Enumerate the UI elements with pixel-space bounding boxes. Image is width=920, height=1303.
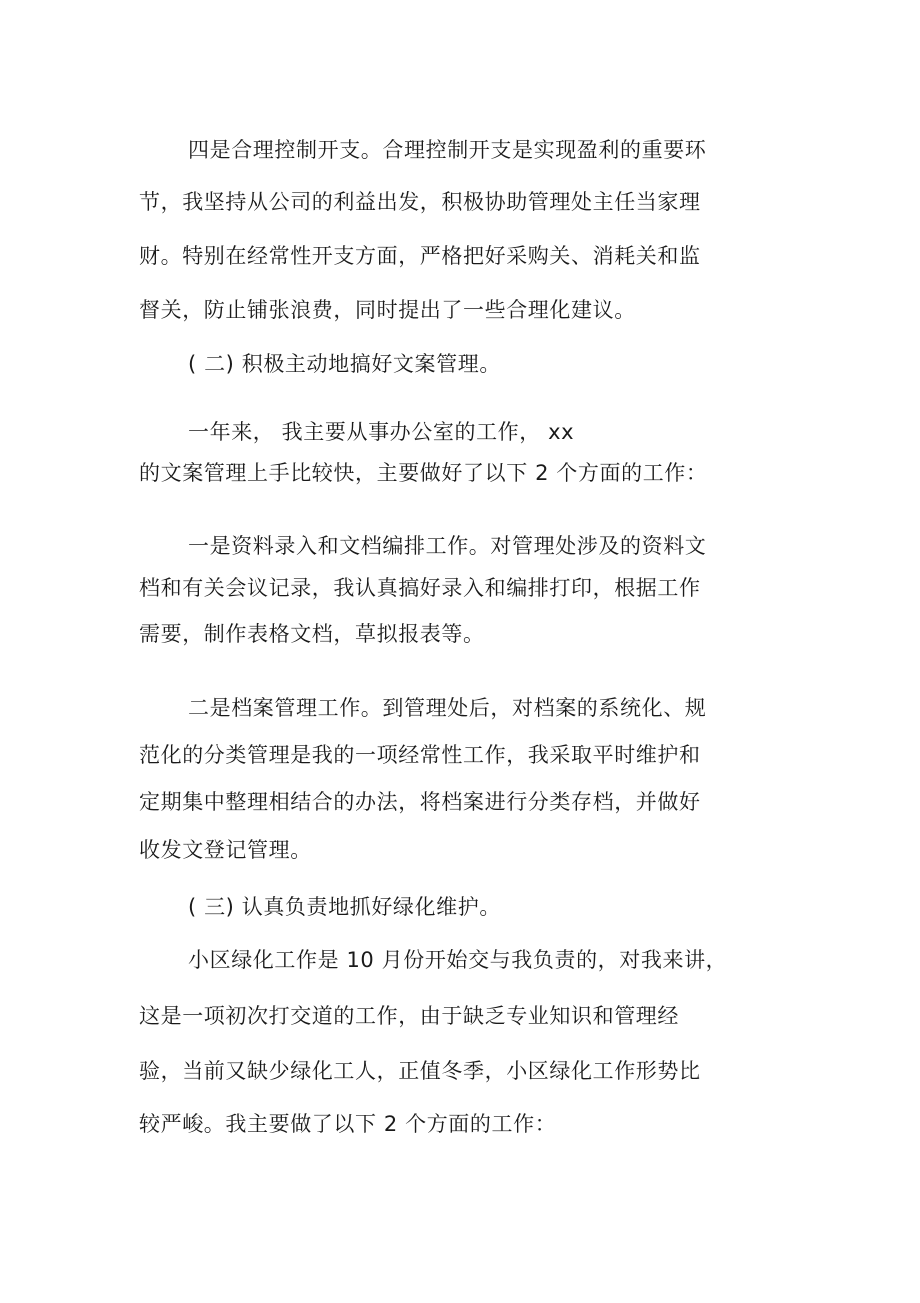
paragraph-line: 一是资料录入和文档编排工作。对管理处涉及的资料文 [188,534,707,558]
paragraph-line: 二是档案管理工作。到管理处后，对档案的系统化、规 [188,696,707,720]
paragraph-line: 这是一项初次打交道的工作，由于缺乏专业知识和管理经 [139,1004,679,1028]
paragraph-line: 收发文登记管理。 [139,838,312,862]
paragraph-line: 验，当前又缺少绿化工人，正值冬季，小区绿化工作形势比 [139,1059,701,1083]
paragraph-line: 督关，防止铺张浪费，同时提出了一些合理化建议。 [139,298,636,322]
paragraph-line: 财。特别在经常性开支方面，严格把好采购关、消耗关和监 [139,244,701,268]
paragraph-line: 需要，制作表格文档，草拟报表等。 [139,622,485,646]
paragraph-line: 较严峻。我主要做了以下 2 个方面的工作： [139,1112,557,1136]
paragraph-line: 档和有关会议记录，我认真搞好录入和编排打印，根据工作 [139,576,701,600]
paragraph-line: 定期集中整理相结合的办法，将档案进行分类存档，并做好 [139,790,701,814]
paragraph-line: 四是合理控制开支。合理控制开支是实现盈利的重要环 [188,138,707,162]
paragraph-line: 范化的分类管理是我的一项经常性工作，我采取平时维护和 [139,743,701,767]
paragraph-line: 的文案管理上手比较快，主要做好了以下 2 个方面的工作： [139,461,708,485]
paragraph-line: 小区绿化工作是 10 月份开始交与我负责的，对我来讲， [188,948,728,972]
section-heading: ( 二) 积极主动地搞好文案管理。 [188,352,501,376]
paragraph-line: 节，我坚持从公司的利益出发，积极协助管理处主任当家理 [139,190,701,214]
section-heading: ( 三) 认真负责地抓好绿化维护。 [188,895,501,919]
paragraph-line: 一年来， 我主要从事办公室的工作， xx [188,420,575,444]
